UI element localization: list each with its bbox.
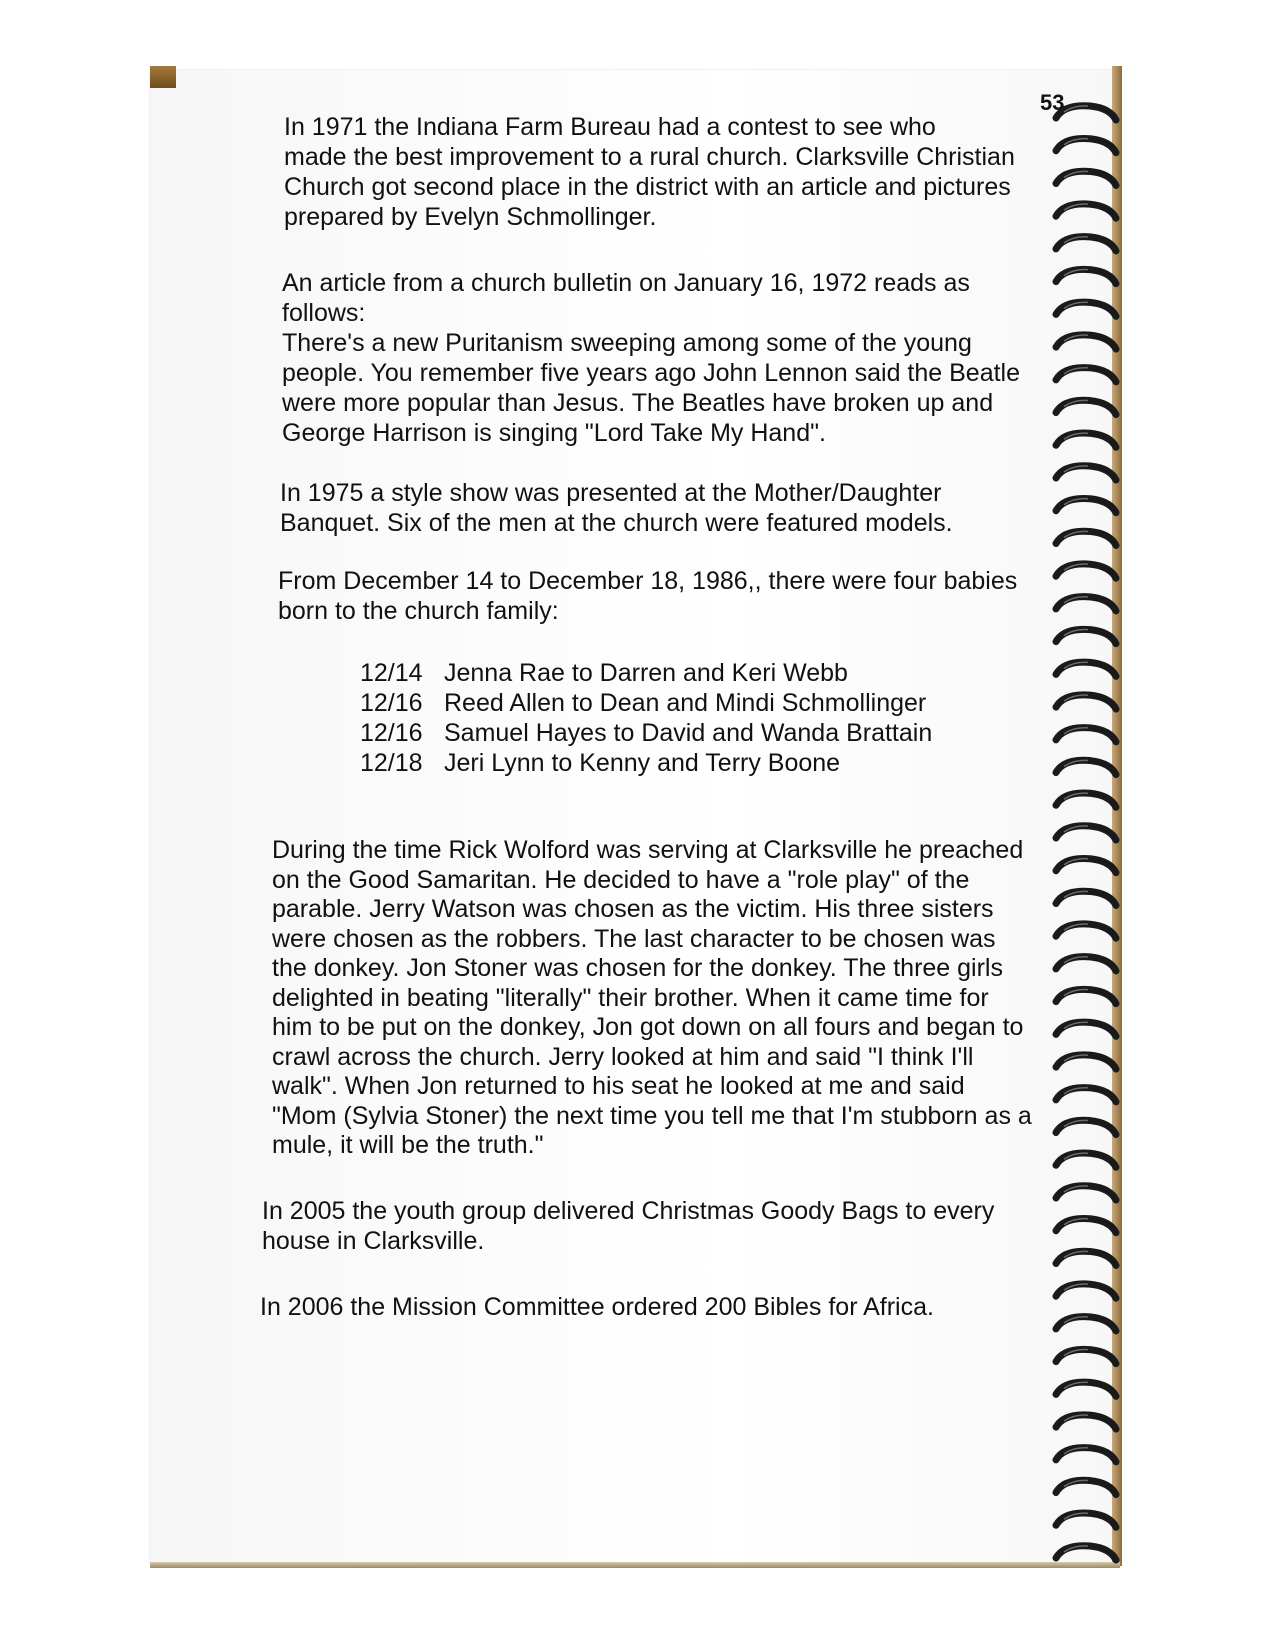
spiral-coil — [1056, 989, 1116, 1003]
list-item — [360, 688, 1000, 718]
birth-entry: Reed Allen to Dean and Mindi Schmollinger — [444, 689, 927, 717]
spiral-coil — [1056, 629, 1116, 643]
spiral-binding — [1050, 80, 1120, 1570]
birth-date: 12/18 — [360, 749, 423, 777]
spiral-coil — [1056, 138, 1116, 152]
spiral-coil — [1056, 1120, 1116, 1134]
spiral-coil — [1056, 662, 1116, 676]
birth-entry: Samuel Hayes to David and Wanda Brattain — [444, 719, 933, 747]
paragraph-bulletin-article: An article from a church bulletin on January 16, 1972 reads as follows: There's a new Puritanism sweeping among some of the young people. You remember five years ago John Lennon said the Beatle were more popular than Jesus. The Beatles have broken up and George Harrison is singing "Lord Take My Hand". — [282, 269, 1021, 447]
spiral-coil — [1056, 1218, 1116, 1232]
spiral-coil — [1056, 597, 1116, 611]
spiral-coil — [1056, 1546, 1116, 1560]
spiral-coil — [1056, 1251, 1116, 1265]
spiral-coil — [1056, 891, 1116, 905]
spiral-coil — [1056, 368, 1116, 382]
list-item — [360, 658, 1000, 688]
paragraph-babies-intro: From December 14 to December 18, 1986,, there were four babies born to the church family: — [278, 567, 1018, 625]
spiral-coil — [1056, 1382, 1116, 1396]
spiral-coil — [1056, 106, 1116, 120]
spiral-coil — [1056, 1349, 1116, 1363]
spiral-coil — [1056, 400, 1116, 414]
birth-date: 12/16 — [360, 719, 423, 747]
births-list — [360, 658, 1000, 778]
spiral-coil — [1056, 564, 1116, 578]
spiral-coil — [1056, 466, 1116, 480]
paragraph-goody-bags: In 2005 the youth group delivered Christmas Goody Bags to every house in Clarksville. — [262, 1197, 995, 1255]
spiral-coil — [1056, 498, 1116, 512]
paragraph-style-show: In 1975 a style show was presented at the Mother/Daughter Banquet. Six of the men at the church were featured models. — [280, 479, 953, 537]
birth-entry: Jeri Lynn to Kenny and Terry Boone — [444, 749, 841, 777]
spiral-coil — [1056, 1022, 1116, 1036]
spiral-coil — [1056, 957, 1116, 971]
birth-entry: Jenna Rae to Darren and Keri Webb — [444, 659, 848, 687]
spiral-coil — [1056, 433, 1116, 447]
birth-date: 12/16 — [360, 689, 423, 717]
spiral-coil — [1056, 1513, 1116, 1527]
birth-date: 12/14 — [360, 659, 423, 687]
paragraph-good-samaritan: During the time Rick Wolford was serving at Clarksville he preached on the Good Samaritan. He decided to have a "role play" of the parable. Jerry Watson was chosen as the victim. His three sisters were chosen as the robbers. The last character to be chosen was the donkey. Jon Stoner was chosen for the donkey. The three girls delighted in beating "literally" their brother. When it came time for him to be put on the donkey, Jon got down on all fours and began to crawl across the church. Jerry looked at him and said "I think I'll walk". When Jon returned to his seat he looked at me and said "Mom (Sylvia Stoner) the next time you tell me that I'm stubborn as a mule, it will be the truth." — [272, 836, 1032, 1159]
spiral-coil — [1056, 171, 1116, 185]
page-number: 53 — [1040, 90, 1065, 115]
spiral-coil — [1056, 204, 1116, 218]
paragraph-farm-bureau: In 1971 the Indiana Farm Bureau had a contest to see who made the best improvement to a rural church. Clarksville Christian Church got second place in the district with an article and pictures prepared by Evelyn Schmollinger. — [284, 113, 1015, 231]
spiral-coil — [1056, 1284, 1116, 1298]
spiral-coil — [1056, 335, 1116, 349]
spiral-coil — [1056, 1153, 1116, 1167]
spiral-coil — [1056, 1317, 1116, 1331]
spiral-coil — [1056, 1186, 1116, 1200]
spiral-coil — [1056, 1448, 1116, 1462]
spiral-coil — [1056, 793, 1116, 807]
list-item — [360, 748, 1000, 778]
spiral-coil — [1056, 1088, 1116, 1102]
spiral-coil — [1056, 531, 1116, 545]
spiral-coil — [1056, 858, 1116, 872]
spiral-coil — [1056, 237, 1116, 251]
spiral-coil — [1056, 826, 1116, 840]
paragraph-bibles: In 2006 the Mission Committee ordered 200 Bibles for Africa. — [260, 1293, 934, 1321]
spiral-coil — [1056, 1055, 1116, 1069]
spiral-coil — [1056, 1415, 1116, 1429]
corner-tab — [150, 66, 176, 88]
spiral-coil — [1056, 302, 1116, 316]
list-item — [360, 718, 1000, 748]
page-bottom-edge — [150, 1562, 1120, 1568]
spiral-coil — [1056, 760, 1116, 774]
spiral-coil — [1056, 269, 1116, 283]
spiral-coil — [1056, 924, 1116, 938]
spiral-coil — [1056, 1480, 1116, 1494]
spiral-coil — [1056, 695, 1116, 709]
spiral-coil — [1056, 728, 1116, 742]
